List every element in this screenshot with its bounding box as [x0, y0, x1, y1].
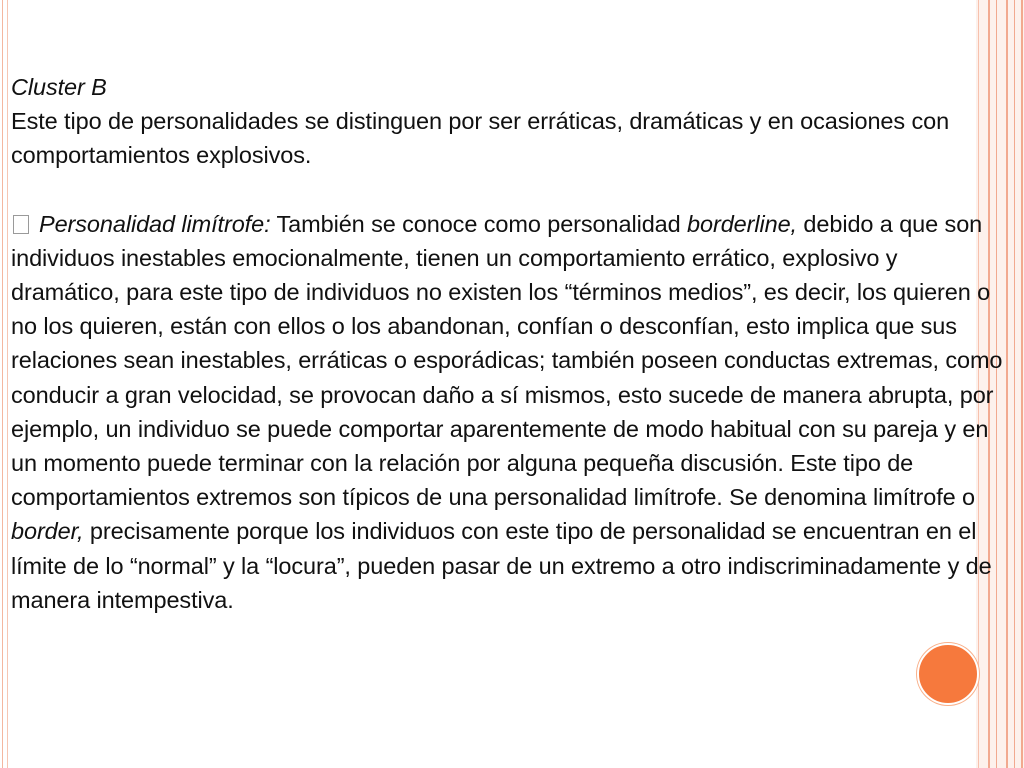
left-decor-line	[2, 0, 3, 768]
borderline-term: borderline,	[687, 210, 797, 237]
right-decor-line	[1021, 0, 1023, 768]
bullet-tail-text: precisamente porque los individuos con este tipo de personalidad se encuentran en el límite de lo “normal” y la “locura”, pueden pasar de un extremo a otro indiscriminadamente y de manera intempestiva.	[11, 518, 992, 613]
bullet-paragraph	[11, 207, 1011, 617]
intro-paragraph: Este tipo de personalidades se distinguen por ser erráticas, dramáticas y en ocasiones con comportamientos explosivos.	[11, 108, 950, 169]
slide-heading: Cluster B	[11, 74, 107, 100]
slide-content	[11, 70, 1011, 617]
left-decor-line	[7, 0, 8, 768]
bullet-body-text: debido a que son individuos inestables emocionalmente, tienen un comportamiento errático, explosivo y dramático, para este tipo de individuos no existen los “términos medios”, es decir, los quieren o no los quieren, están con ellos o los abandonan, confían o desconfían, esto implica que sus relaciones sean inestables, erráticas o esporádicas; también poseen conductas extremas, como conducir a gran velocidad, se provocan daño a sí mismos, esto sucede de manera abrupta, por ejemplo, un individuo se puede comportar aparentemente de modo habitual con su pareja y en un momento puede terminar con la relación por alguna pequeña discusión. Este tipo de comportamientos extremos son típicos de una personalidad limítrofe. Se denomina limítrofe o	[11, 210, 1003, 511]
bullet-term: Personalidad limítrofe:	[39, 210, 271, 237]
bullet-box-icon	[13, 215, 29, 234]
right-decor-line	[1014, 0, 1015, 768]
accent-circle	[917, 643, 979, 705]
spacer	[11, 173, 1011, 207]
border-term: border,	[11, 518, 84, 545]
bullet-lead-text: También se conoce como personalidad	[270, 210, 688, 237]
